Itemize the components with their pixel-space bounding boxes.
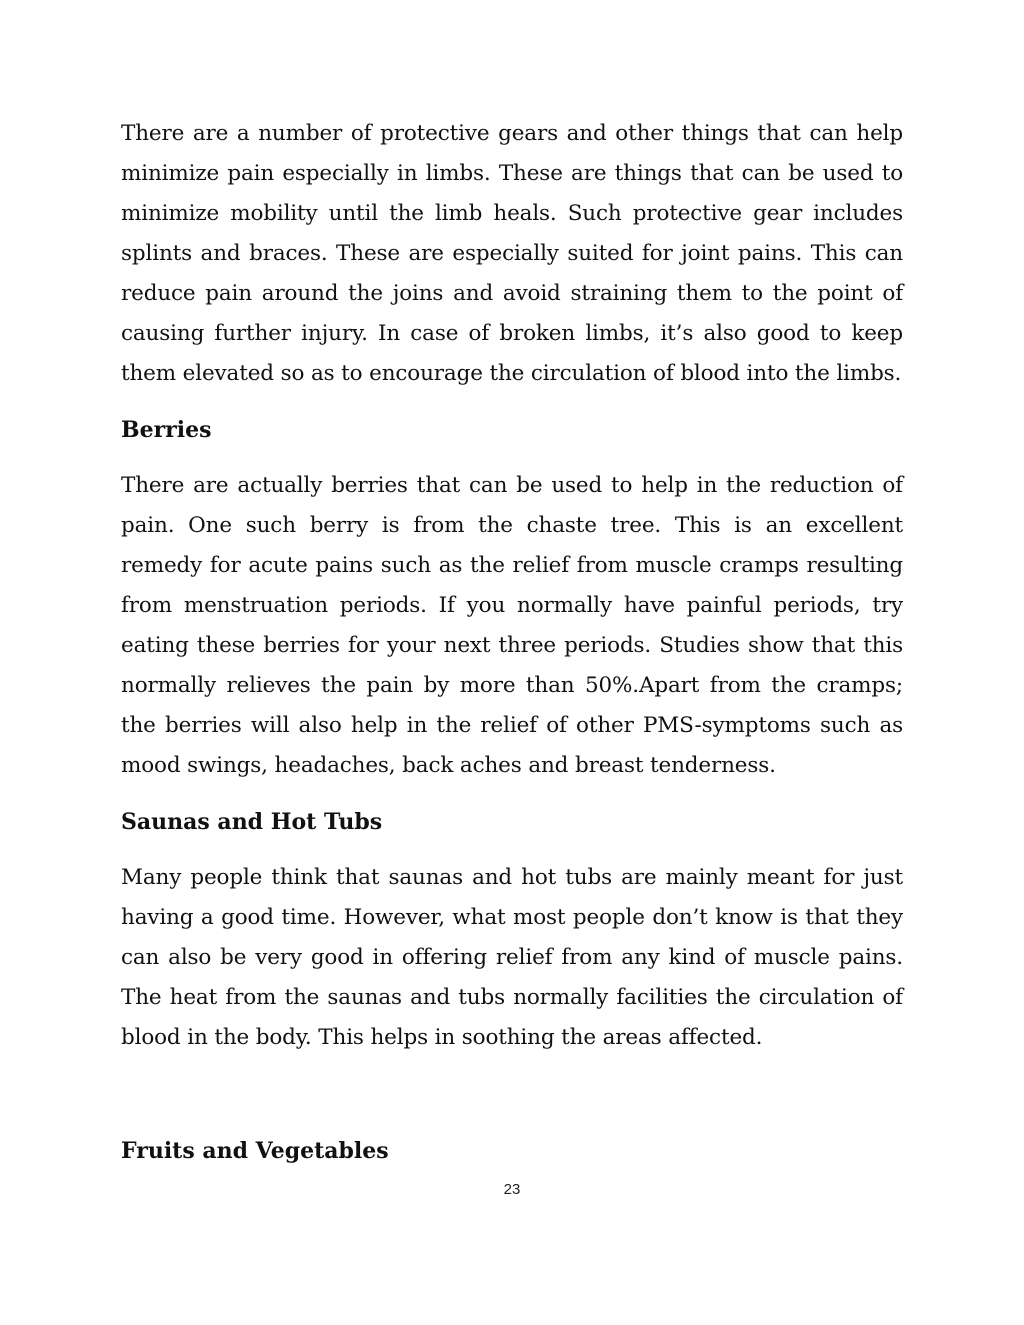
page-content: [121, 114, 903, 1171]
spacer: [121, 1058, 903, 1131]
paragraph-protective-gear: There are a number of protective gears and other things that can help minimize pain especially in limbs. These are things that can be used to minimize mobility until the limb heals. Such protective gear includes splints and braces. These are especially suited for joint pains. This can reduce pain around the joins and avoid straining them to the point of causing further injury. In case of broken limbs, it’s also good to keep them elevated so as to encourage the circulation of blood into the limbs.: [121, 121, 903, 386]
spacer: [121, 786, 903, 802]
spacer: [121, 394, 903, 410]
heading-berries: Berries: [121, 417, 212, 443]
paragraph-saunas: Many people think that saunas and hot tubs are mainly meant for just having a good time. However, what most people don’t know is that they can also be very good in offering relief from any kind of muscle pains. The heat from the saunas and tubs normally facilities the circulation of blood in the body. This helps in soothing the areas affected.: [121, 865, 903, 1050]
paragraph-berries: There are actually berries that can be used to help in the reduction of pain. One such berry is from the chaste tree. This is an excellent remedy for acute pains such as the relief from muscle cramps resulting from menstruation periods. If you normally have painful periods, try eating these berries for your next three periods. Studies show that this normally relieves the pain by more than 50%.Apart from the cramps; the berries will also help in the relief of other PMS-symptoms such as mood swings, headaches, back aches and breast tenderness.: [121, 473, 903, 778]
heading-saunas: Saunas and Hot Tubs: [121, 809, 383, 835]
page-number: 23: [503, 1181, 521, 1198]
spacer: [121, 842, 903, 858]
spacer: [121, 450, 903, 466]
heading-fruits-vegetables: Fruits and Vegetables: [121, 1138, 389, 1164]
